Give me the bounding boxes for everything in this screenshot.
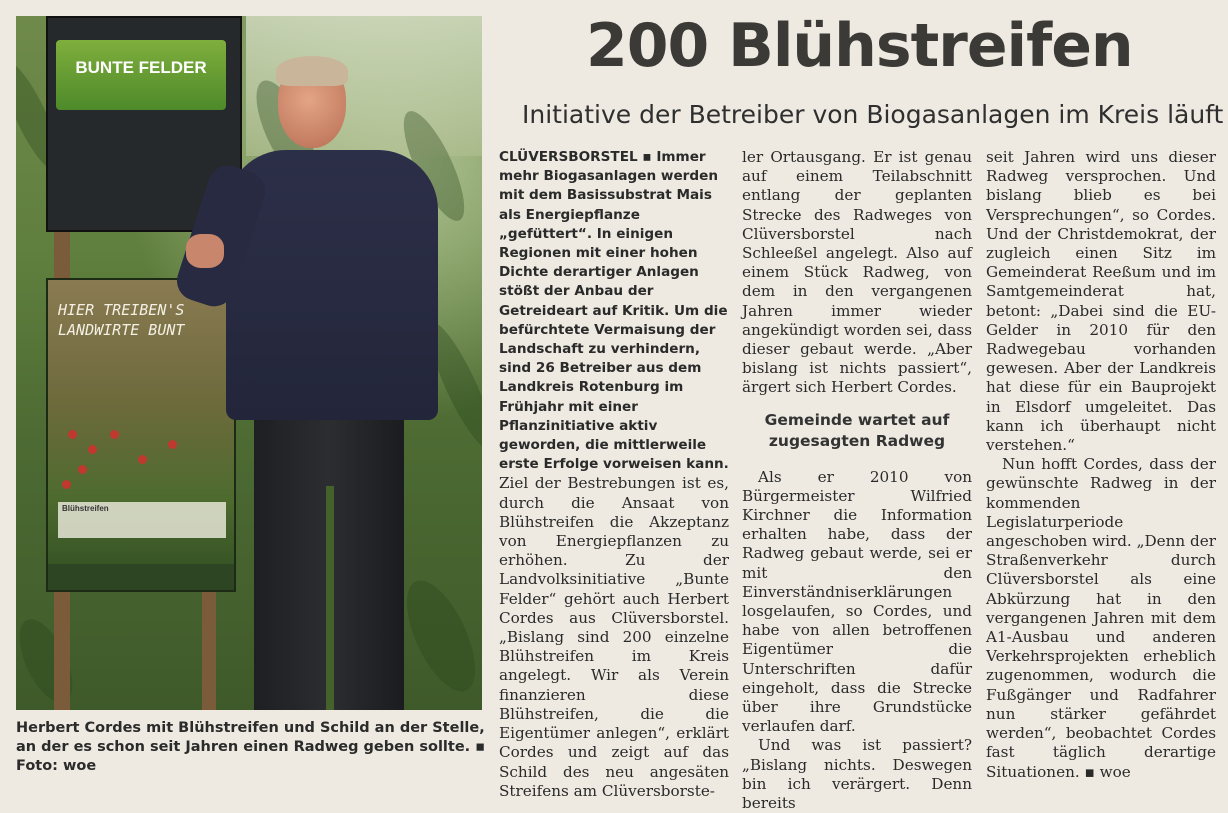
paragraph: ler Ortausgang. Er ist genau auf einem Teilabschnitt entlang der geplanten Strecke des Radweges von Clüversborstel nach Schleeßel angelegt. Also auf einem Stück Radweg, von dem in den vergangenen Jahren immer wieder angekündigt worden sei, dass dieser gebaut werde. „Aber bislang ist nichts passiert“, ärgert sich Herbert Cordes. xyxy=(742,148,972,397)
section-heading: Gemeinde wartet auf zugesagten Radweg xyxy=(764,410,950,450)
landwirte-bunt-sign xyxy=(46,278,236,592)
sign-label: Blühstreifen xyxy=(58,502,226,538)
paragraph: Und was ist passiert? „Bislang nichts. Deswegen bin ich verärgert. Denn bereits xyxy=(742,736,972,813)
sign-title: BUNTE FELDER xyxy=(75,58,207,77)
article-intro: CLÜVERSBORSTEL ▪ Immer mehr Biogasanlagen werden mit dem Basissubstrat Mais als Energiepflanze „gefüttert“. In einigen Regionen mit einer hohen Dichte derartiger Anlagen stößt der Anbau der Getreideart auf Kritik. Um die befürchtete Vermaisung der Landschaft zu verhindern, sind 26 Betreiber aus dem Landkreis Rotenburg im Frühjahr mit einer Pflanzinitiative aktiv geworden, die mittlerweile erste Erfolge vorweisen kann. xyxy=(499,149,729,473)
paragraph: seit Jahren wird uns dieser Radweg versprochen. Und bislang blieb es bei Versprechungen“, so Cordes. Und der Christdemokrat, der zugleich einen Sitz im Gemeinderat Reeßum und im Samtgemeinderat hat, betont: „Dabei sind die EU-Gelder in 2010 für den Radwegebau vorhanden gewesen. Aber der Landkreis hat diese für ein Bauprojekt in Elsdorf umgeleitet. Das kann ich überhaupt nicht verstehen.“ xyxy=(986,148,1216,455)
sign-banner xyxy=(56,40,226,110)
sign-handwriting: HIER TREIBEN'S LANDWIRTE BUNT xyxy=(58,301,185,339)
article-column-3 xyxy=(986,148,1216,782)
article-column-1 xyxy=(499,148,729,801)
photo-caption: Herbert Cordes mit Blühstreifen und Schild an der Stelle, an der es schon seit Jahren einen Radweg geben sollte. ▪ Foto: woe xyxy=(16,720,486,774)
paragraph: Nun hofft Cordes, dass der gewünschte Radweg in der kommenden Legislaturperiode angeschoben wird. „Denn der Straßenverkehr durch Clüversborstel als eine Abkürzung hat in den vergangenen Jahren mit dem A1-Ausbau und anderen Verkehrsprojekten erheblich zugenommen, wodurch die Fußgänger und Radfahrer nun stärker gefährdet werden“, beobachtet Cordes fast täglich derartige Situationen. ▪ woe xyxy=(986,455,1216,781)
headline: 200 Blühstreifen xyxy=(586,11,1133,81)
paragraph: Als er 2010 von Bürgermeister Wilfried Kirchner die Information erhalten habe, dass der Radweg gebaut werde, sei er mit den Einverständniserklärungen losgelaufen, so Cordes, und habe von allen betroffenen Eigentümer die Unterschriften dafür eingeholt, dass die Strecke über ihre Grundstücke verlaufen darf. xyxy=(742,467,972,736)
person-hair xyxy=(276,56,348,86)
paragraph: Ziel der Bestrebungen ist es, durch die Ansaat von Blühstreifen die Akzeptanz von Energiepflanzen zu erhöhen. Zu der Landvolksinitiative „Bunte Felder“ gehört auch Herbert Cordes aus Clüversborstel. „Bislang sind 200 einzelne Blühstreifen im Kreis angelegt. Wir als Verein finanzieren diese Blühstreifen, die die Eigentümer anlegen“, erklärt Cordes und zeigt auf das Schild des neu angesäten Streifens am Clüversborste- xyxy=(499,474,729,800)
article-photo xyxy=(16,16,482,710)
subheadline: Initiative der Betreiber von Biogasanlagen im Kreis läuft xyxy=(522,100,1224,129)
sign-footer-strip xyxy=(48,564,234,590)
article-column-2 xyxy=(742,148,972,813)
person-hand xyxy=(186,234,224,268)
